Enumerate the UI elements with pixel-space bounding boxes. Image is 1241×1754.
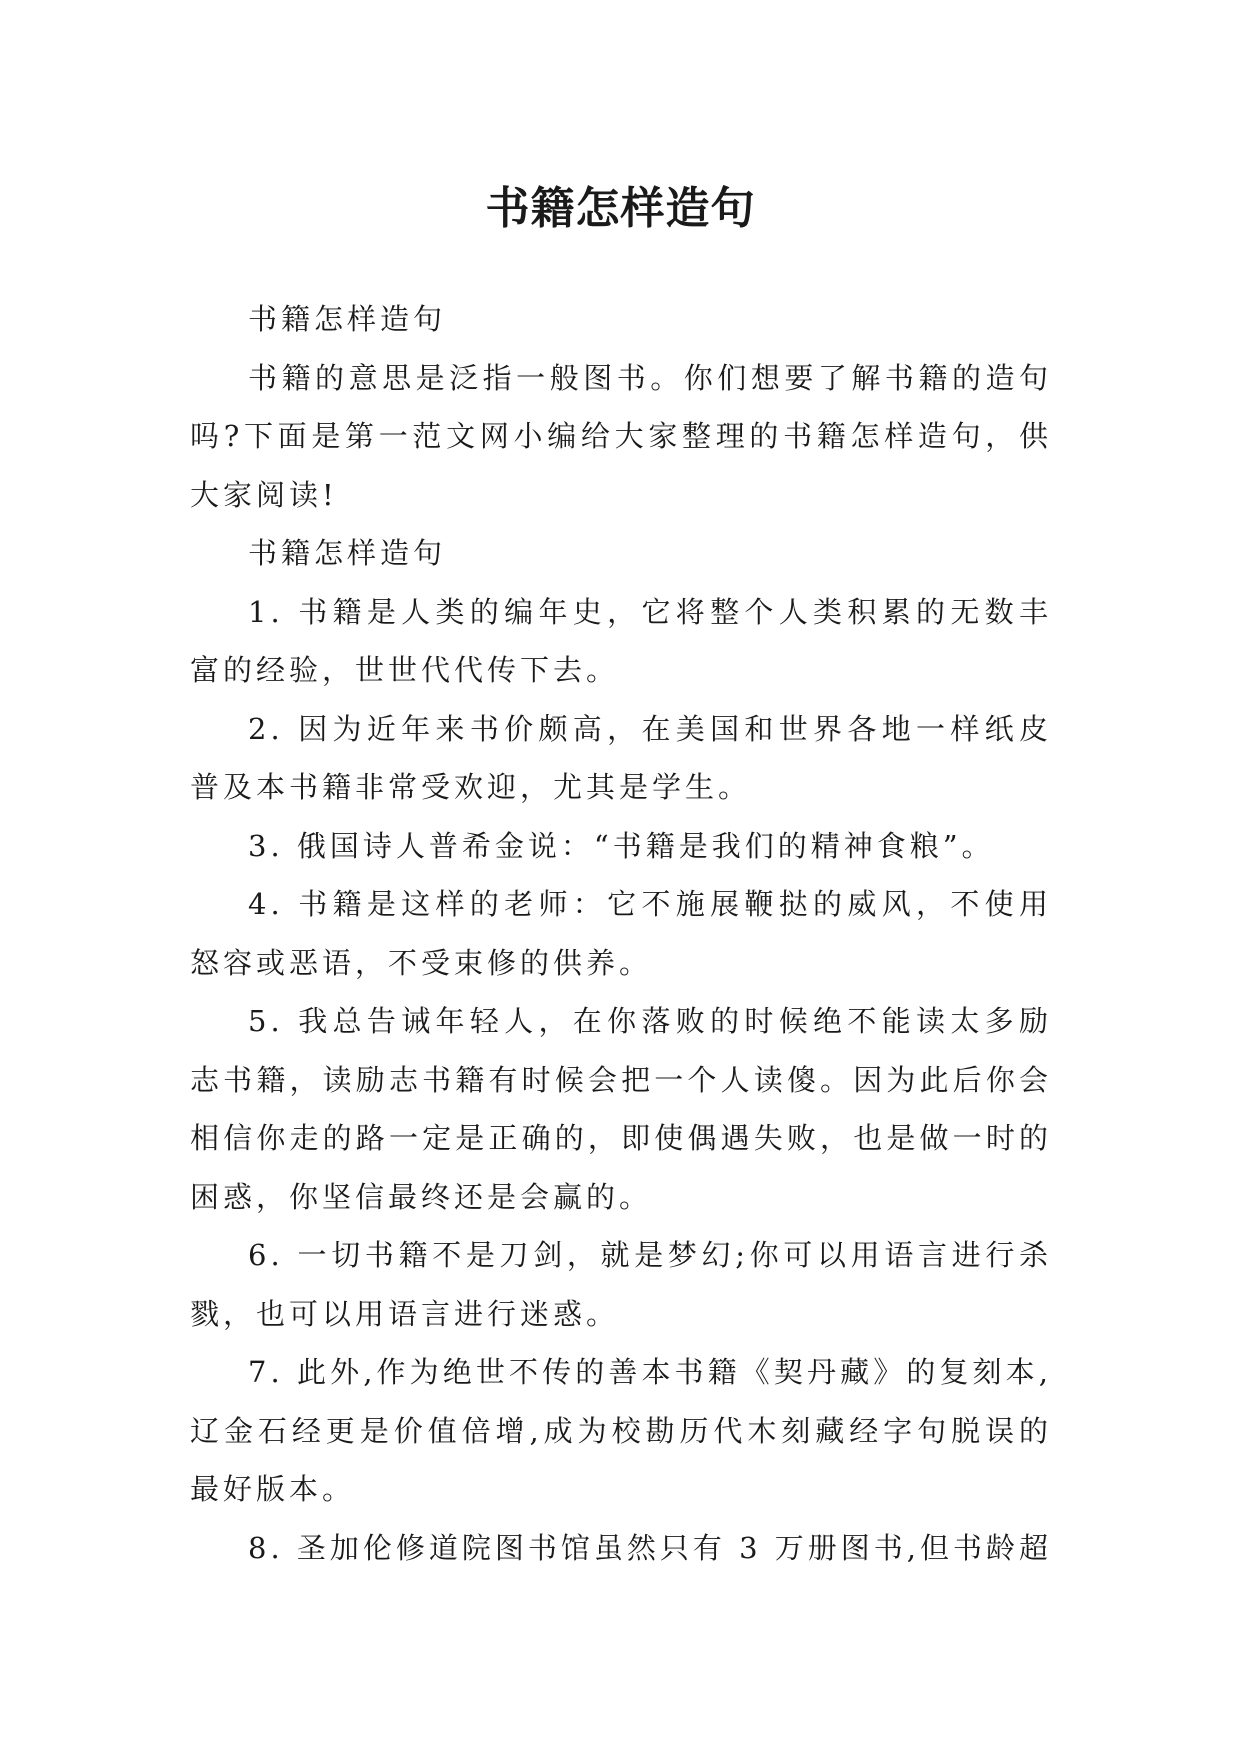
paragraph: 书籍怎样造句 <box>248 536 447 570</box>
list-item: 1. 书籍是人类的编年史，它将整个人类积累的无数丰富的经验，世世代代传下去。 <box>190 594 1052 687</box>
list-item: 4. 书籍是这样的老师：它不施展鞭挞的威风，不使用怒容或恶语，不受束修的供养。 <box>190 887 1052 980</box>
list-item: 7. 此外,作为绝世不传的善本书籍《契丹藏》的复刻本,辽金石经更是价值倍增,成为校勘历代木刻藏经字句脱误的最好版本。 <box>190 1355 1052 1506</box>
list-item: 2. 因为近年来书价颇高，在美国和世界各地一样纸皮普及本书籍非常受欢迎，尤其是学生。 <box>190 711 1052 804</box>
document-title: 书籍怎样造句 <box>485 183 756 235</box>
paragraph: 书籍怎样造句 <box>248 302 447 336</box>
list-item: 3. 俄国诗人普希金说：“书籍是我们的精神食粮”。 <box>248 828 995 863</box>
list-item: 8. 圣加伦修道院图书馆虽然只有 3 万册图书,但书龄超 <box>248 1530 1052 1565</box>
list-item: 5. 我总告诫年轻人，在你落败的时候绝不能读太多励志书籍，读励志书籍有时候会把一个人读傻。因为此后你会相信你走的路一定是正确的，即使偶遇失败，也是做一时的困惑，你坚信最终还是会赢的。 <box>190 1004 1052 1214</box>
list-item: 6. 一切书籍不是刀剑，就是梦幻;你可以用语言进行杀戮，也可以用语言进行迷惑。 <box>190 1238 1052 1331</box>
paragraph: 书籍的意思是泛指一般图书。你们想要了解书籍的造句吗?下面是第一范文网小编给大家整理的书籍怎样造句，供大家阅读! <box>190 360 1052 512</box>
document-body <box>190 290 1052 1577</box>
